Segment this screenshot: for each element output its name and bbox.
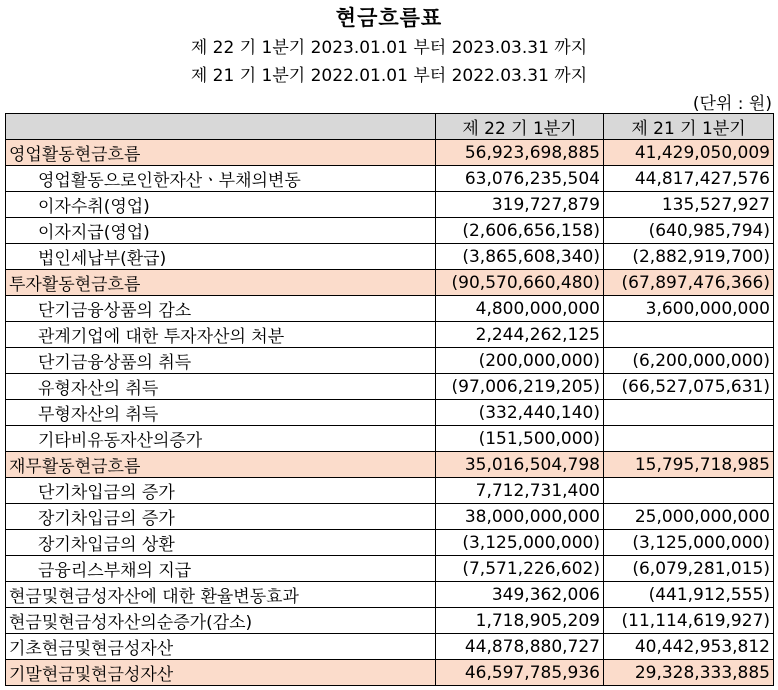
statement-title: 현금흐름표 xyxy=(335,6,443,30)
prior-period-value: (6,200,000,000) xyxy=(604,348,774,374)
prior-period-value: 40,442,953,812 xyxy=(604,634,774,660)
table-row xyxy=(6,270,774,296)
prior-period-value: (66,527,075,631) xyxy=(604,374,774,400)
row-label: 기초현금및현금성자산 xyxy=(6,634,436,660)
current-period-value: (3,865,608,340) xyxy=(436,244,604,270)
row-label: 현금및현금성자산의순증가(감소) xyxy=(6,608,436,634)
table-header-row xyxy=(6,114,774,140)
table-row xyxy=(6,192,774,218)
current-period-value: (97,006,219,205) xyxy=(436,374,604,400)
row-label: 단기차입금의 증가 xyxy=(6,478,436,504)
prior-period-value xyxy=(604,400,774,426)
prior-period-value: (640,985,794) xyxy=(604,218,774,244)
period-line-prior: 제 21 기 1분기 2022.01.01 부터 2022.03.31 까지 xyxy=(190,66,588,86)
current-period-value: 46,597,785,936 xyxy=(436,660,604,686)
row-label: 단기금융상품의 감소 xyxy=(6,296,436,322)
cash-flow-table xyxy=(5,113,774,686)
prior-period-value: (3,125,000,000) xyxy=(604,530,774,556)
table-row xyxy=(6,530,774,556)
unit-label: (단위 : 원) xyxy=(692,94,772,114)
row-label: 유형자산의 취득 xyxy=(6,374,436,400)
table-row xyxy=(6,608,774,634)
prior-period-value: 25,000,000,000 xyxy=(604,504,774,530)
table-row xyxy=(6,374,774,400)
row-label: 기말현금및현금성자산 xyxy=(6,660,436,686)
table-row xyxy=(6,504,774,530)
current-period-value: 7,712,731,400 xyxy=(436,478,604,504)
current-period-value: 56,923,698,885 xyxy=(436,140,604,166)
row-label: 장기차입금의 상환 xyxy=(6,530,436,556)
table-row xyxy=(6,582,774,608)
row-label: 장기차입금의 증가 xyxy=(6,504,436,530)
table-row xyxy=(6,400,774,426)
current-period-value: (2,606,656,158) xyxy=(436,218,604,244)
table-row xyxy=(6,348,774,374)
row-label: 기타비유동자산의증가 xyxy=(6,426,436,452)
current-period-value: 2,244,262,125 xyxy=(436,322,604,348)
current-period-value: (200,000,000) xyxy=(436,348,604,374)
row-label: 투자활동현금흐름 xyxy=(6,270,436,296)
table-row xyxy=(6,296,774,322)
prior-period-value: (6,079,281,015) xyxy=(604,556,774,582)
row-label: 이자수취(영업) xyxy=(6,192,436,218)
header-prior-period: 제 21 기 1분기 xyxy=(604,114,774,140)
table-row xyxy=(6,322,774,348)
row-label: 법인세납부(환급) xyxy=(6,244,436,270)
table-row xyxy=(6,660,774,686)
table-row xyxy=(6,218,774,244)
row-label: 단기금융상품의 취득 xyxy=(6,348,436,374)
current-period-value: (151,500,000) xyxy=(436,426,604,452)
prior-period-value xyxy=(604,426,774,452)
current-period-value: 319,727,879 xyxy=(436,192,604,218)
prior-period-value xyxy=(604,322,774,348)
prior-period-value: 29,328,333,885 xyxy=(604,660,774,686)
current-period-value: 35,016,504,798 xyxy=(436,452,604,478)
prior-period-value: 15,795,718,985 xyxy=(604,452,774,478)
current-period-value: 1,718,905,209 xyxy=(436,608,604,634)
period-line-current: 제 22 기 1분기 2023.01.01 부터 2023.03.31 까지 xyxy=(190,38,588,58)
prior-period-value: (2,882,919,700) xyxy=(604,244,774,270)
current-period-value: 44,878,880,727 xyxy=(436,634,604,660)
table-row xyxy=(6,478,774,504)
table-row xyxy=(6,140,774,166)
current-period-value: (7,571,226,602) xyxy=(436,556,604,582)
header-current-period: 제 22 기 1분기 xyxy=(436,114,604,140)
current-period-value: (332,440,140) xyxy=(436,400,604,426)
prior-period-value xyxy=(604,478,774,504)
row-label: 재무활동현금흐름 xyxy=(6,452,436,478)
row-label: 무형자산의 취득 xyxy=(6,400,436,426)
current-period-value: 349,362,006 xyxy=(436,582,604,608)
prior-period-value: (441,912,555) xyxy=(604,582,774,608)
prior-period-value: (11,114,619,927) xyxy=(604,608,774,634)
row-label: 현금및현금성자산에 대한 환율변동효과 xyxy=(6,582,436,608)
prior-period-value: 135,527,927 xyxy=(604,192,774,218)
prior-period-value: 44,817,427,576 xyxy=(604,166,774,192)
table-row xyxy=(6,426,774,452)
row-label: 영업활동으로인한자산ㆍ부채의변동 xyxy=(6,166,436,192)
table-row xyxy=(6,634,774,660)
current-period-value: (3,125,000,000) xyxy=(436,530,604,556)
row-label: 영업활동현금흐름 xyxy=(6,140,436,166)
prior-period-value: (67,897,476,366) xyxy=(604,270,774,296)
row-label: 이자지급(영업) xyxy=(6,218,436,244)
current-period-value: 38,000,000,000 xyxy=(436,504,604,530)
table-row xyxy=(6,244,774,270)
header-label-column xyxy=(6,114,436,140)
current-period-value: (90,570,660,480) xyxy=(436,270,604,296)
row-label: 관계기업에 대한 투자자산의 처분 xyxy=(6,322,436,348)
table-row xyxy=(6,452,774,478)
prior-period-value: 3,600,000,000 xyxy=(604,296,774,322)
table-row xyxy=(6,556,774,582)
row-label: 금융리스부채의 지급 xyxy=(6,556,436,582)
prior-period-value: 41,429,050,009 xyxy=(604,140,774,166)
current-period-value: 63,076,235,504 xyxy=(436,166,604,192)
current-period-value: 4,800,000,000 xyxy=(436,296,604,322)
table-row xyxy=(6,166,774,192)
